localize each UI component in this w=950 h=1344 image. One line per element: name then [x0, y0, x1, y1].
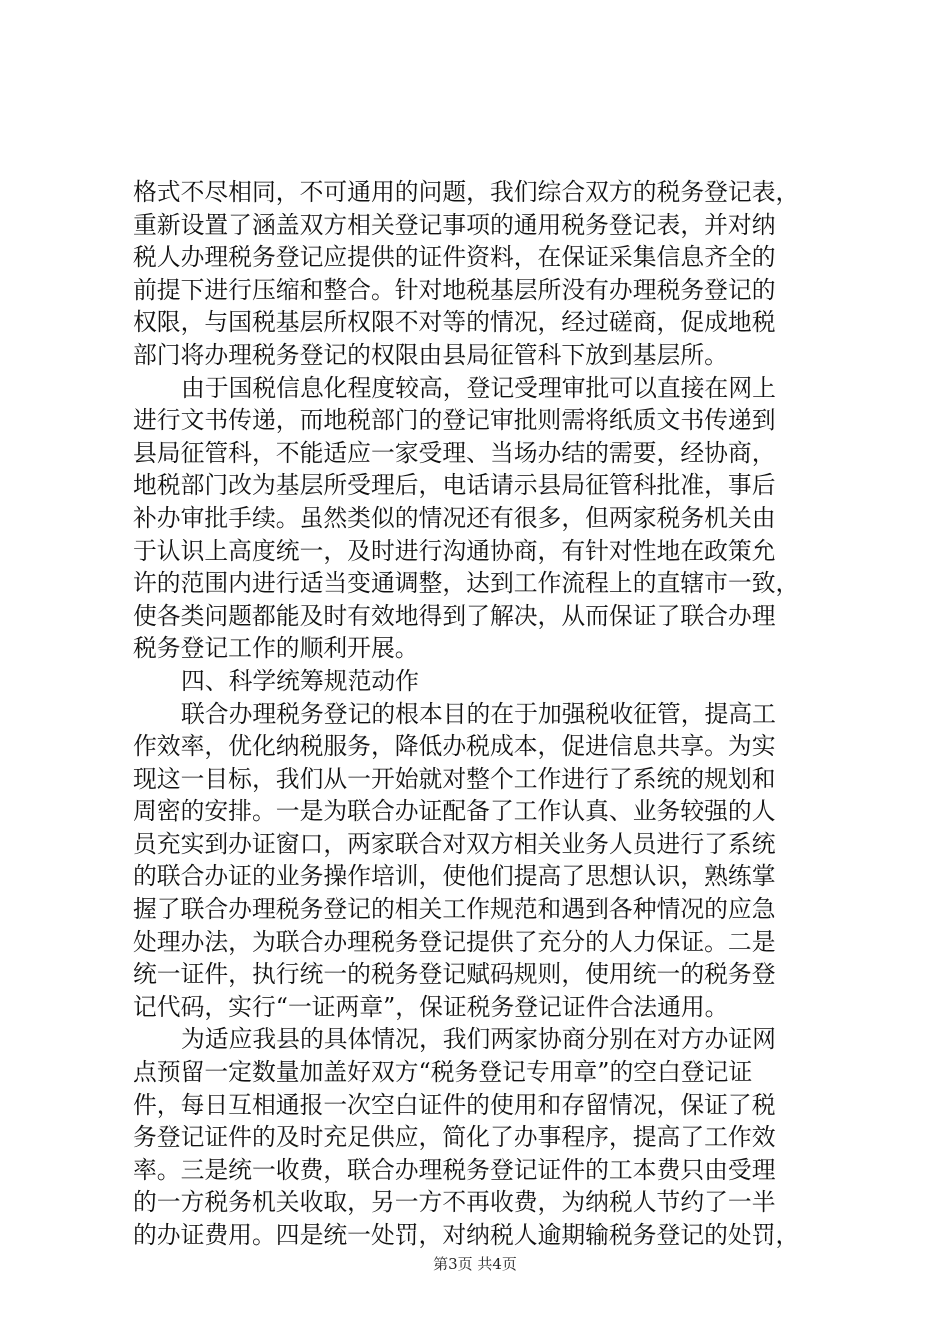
text-line: 县局征管科，不能适应一家受理、当场办结的需要，经协商，	[133, 438, 776, 467]
text-line: 于认识上高度统一，及时进行沟通协商，有针对性地在政策允	[133, 536, 776, 565]
page-number-footer: 第3页 共4页	[433, 1255, 517, 1273]
paragraph-start-line: 为适应我县的具体情况，我们两家协商分别在对方办证网	[181, 1025, 776, 1054]
text-line: 补办审批手续。虽然类似的情况还有很多，但两家税务机关由	[133, 503, 776, 532]
text-line: 作效率，优化纳税服务，降低办税成本，促进信息共享。为实	[133, 732, 776, 761]
text-line: 的联合办证的业务操作培训，使他们提高了思想认识，熟练掌	[133, 862, 776, 891]
text-line: 率。三是统一收费，联合办理税务登记证件的工本费只由受理	[133, 1155, 776, 1184]
text-line: 部门将办理税务登记的权限由县局征管科下放到基层所。	[133, 340, 728, 369]
text-line: 使各类问题都能及时有效地得到了解决，从而保证了联合办理	[133, 601, 776, 630]
text-line: 件，每日互相通报一次空白证件的使用和存留情况，保证了税	[133, 1090, 776, 1119]
text-line: 记代码，实行“一证两章”，保证税务登记证件合法通用。	[133, 992, 729, 1021]
section-heading: 四、科学统筹规范动作	[181, 666, 419, 695]
text-line: 前提下进行压缩和整合。针对地税基层所没有办理税务登记的	[133, 275, 776, 304]
text-line: 重新设置了涵盖双方相关登记事项的通用税务登记表，并对纳	[133, 210, 776, 239]
paragraph-start-line: 联合办理税务登记的根本目的在于加强税收征管，提高工	[181, 699, 776, 728]
text-line: 务登记证件的及时充足供应，简化了办事程序，提高了工作效	[133, 1123, 776, 1152]
text-line: 许的范围内进行适当变通调整，达到工作流程上的直辖市一致，	[133, 569, 800, 598]
text-line: 的办证费用。四是统一处罚，对纳税人逾期输税务登记的处罚，	[133, 1221, 800, 1249]
text-line: 权限，与国税基层所权限不对等的情况，经过磋商，促成地税	[133, 308, 776, 337]
text-line: 进行文书传递，而地税部门的登记审批则需将纸质文书传递到	[133, 406, 776, 435]
text-line: 员充实到办证窗口，两家联合对双方相关业务人员进行了系统	[133, 829, 776, 858]
text-line: 握了联合办理税务登记的相关工作规范和遇到各种情况的应急	[133, 895, 776, 924]
document-body	[133, 176, 833, 1252]
text-line: 税人办理税务登记应提供的证件资料，在保证采集信息齐全的	[133, 243, 776, 272]
text-line: 周密的安排。一是为联合办证配备了工作认真、业务较强的人	[133, 797, 776, 826]
text-line: 格式不尽相同，不可通用的问题，我们综合双方的税务登记表，	[133, 178, 800, 206]
text-line: 的一方税务机关收取，另一方不再收费，为纳税人节约了一半	[133, 1188, 776, 1217]
text-line: 处理办法，为联合办理税务登记提供了充分的人力保证。二是	[133, 927, 776, 956]
text-line: 地税部门改为基层所受理后，电话请示县局征管科批准，事后	[133, 471, 776, 500]
text-line: 现这一目标，我们从一开始就对整个工作进行了系统的规划和	[133, 764, 776, 793]
paragraph-start-line: 由于国税信息化程度较高，登记受理审批可以直接在网上	[181, 373, 776, 402]
text-line: 税务登记工作的顺利开展。	[133, 634, 419, 663]
text-line: 点预留一定数量加盖好双方“税务登记专用章”的空白登记证	[133, 1058, 753, 1087]
text-line: 统一证件，执行统一的税务登记赋码规则，使用统一的税务登	[133, 960, 776, 989]
